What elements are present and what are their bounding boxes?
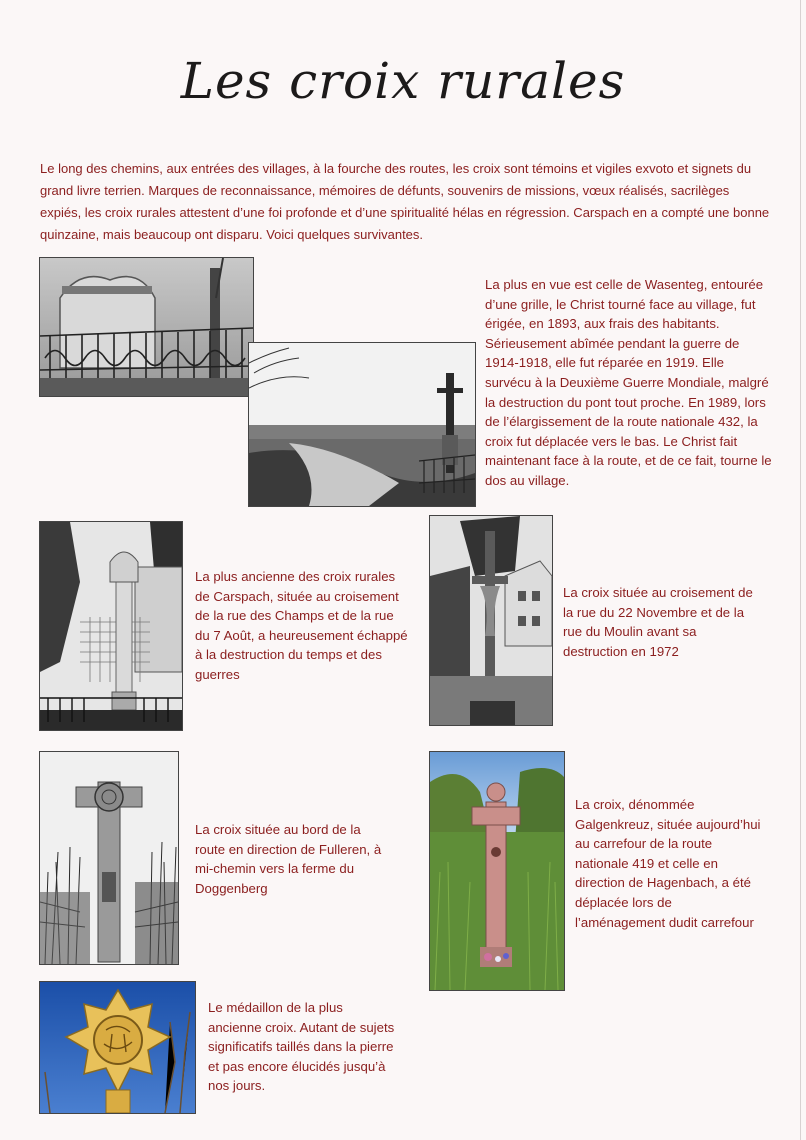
caption-galgenkreuz: La croix, dénommée Galgenkreuz, située aujourd’hui au carrefour de la route nationale 419 et celle en direction de Hagenbach, a été déplacée lors de l’aménagement dudit carrefour [575, 797, 761, 930]
caption-wasenteg: La plus en vue est celle de Wasenteg, entourée d’une grille, le Christ tourné face au village, fut érigée, en 1893, aux frais des habitants. Sérieusement abîmée pendant la guerre de 1914-1918, elle fut réparée en 1919. Elle survécu à la Deuxième Guerre Mondiale, malgré la destruction du pont tout proche. En 1989, lors de l’élargissement de la route nationale 432, la croix fut déplacée vers le bas. Le Christ fait maintenant face à la route, et de ce fait, tourne le dos au village. [485, 277, 772, 488]
page-title: Les croix rurales [180, 52, 626, 110]
photo-wasenteg-landscape [249, 343, 475, 506]
page-edge-line [800, 0, 801, 1140]
photo-croix-fulleren [40, 752, 178, 964]
photo-galgenkreuz [430, 752, 564, 990]
photo-wasenteg-railing [40, 258, 253, 396]
photo-medaillon [40, 982, 195, 1113]
caption-novembre: La croix située au croisement de la rue du 22 Novembre et de la rue du Moulin avant sa destruction en 1972 [563, 585, 753, 659]
photo-croix-22-novembre [430, 516, 552, 725]
caption-medaillon: Le médaillon de la plus ancienne croix. Autant de sujets significatifs taillés dans la pierre et pas encore élucidés jusqu’à nos jours. [208, 1000, 395, 1094]
caption-ancienne: La plus ancienne des croix rurales de Carspach, située au croisement de la rue des Champs et de la rue du 7 Août, a heureusement échappé à la destruction du temps et des guerres [195, 569, 408, 682]
intro-paragraph: Le long des chemins, aux entrées des villages, à la fourche des routes, les croix sont témoins et vigiles exvoto et signets du grand livre terrien. Marques de reconnaissance, mémoires de défunts, souvenirs de missions, vœux réalisés, sacrilèges expiés, les croix rurales attestent d’une foi profonde et d’une spiritualité hélas en régression. Carspach en a compté une bonne quinzaine, mais beaucoup ont disparu. Voici quelques survivantes. [40, 161, 770, 242]
caption-fulleren: La croix située au bord de la route en direction de Fulleren, à mi-chemin vers la ferme du Doggenberg [195, 822, 382, 896]
photo-ancienne-croix [40, 522, 182, 730]
